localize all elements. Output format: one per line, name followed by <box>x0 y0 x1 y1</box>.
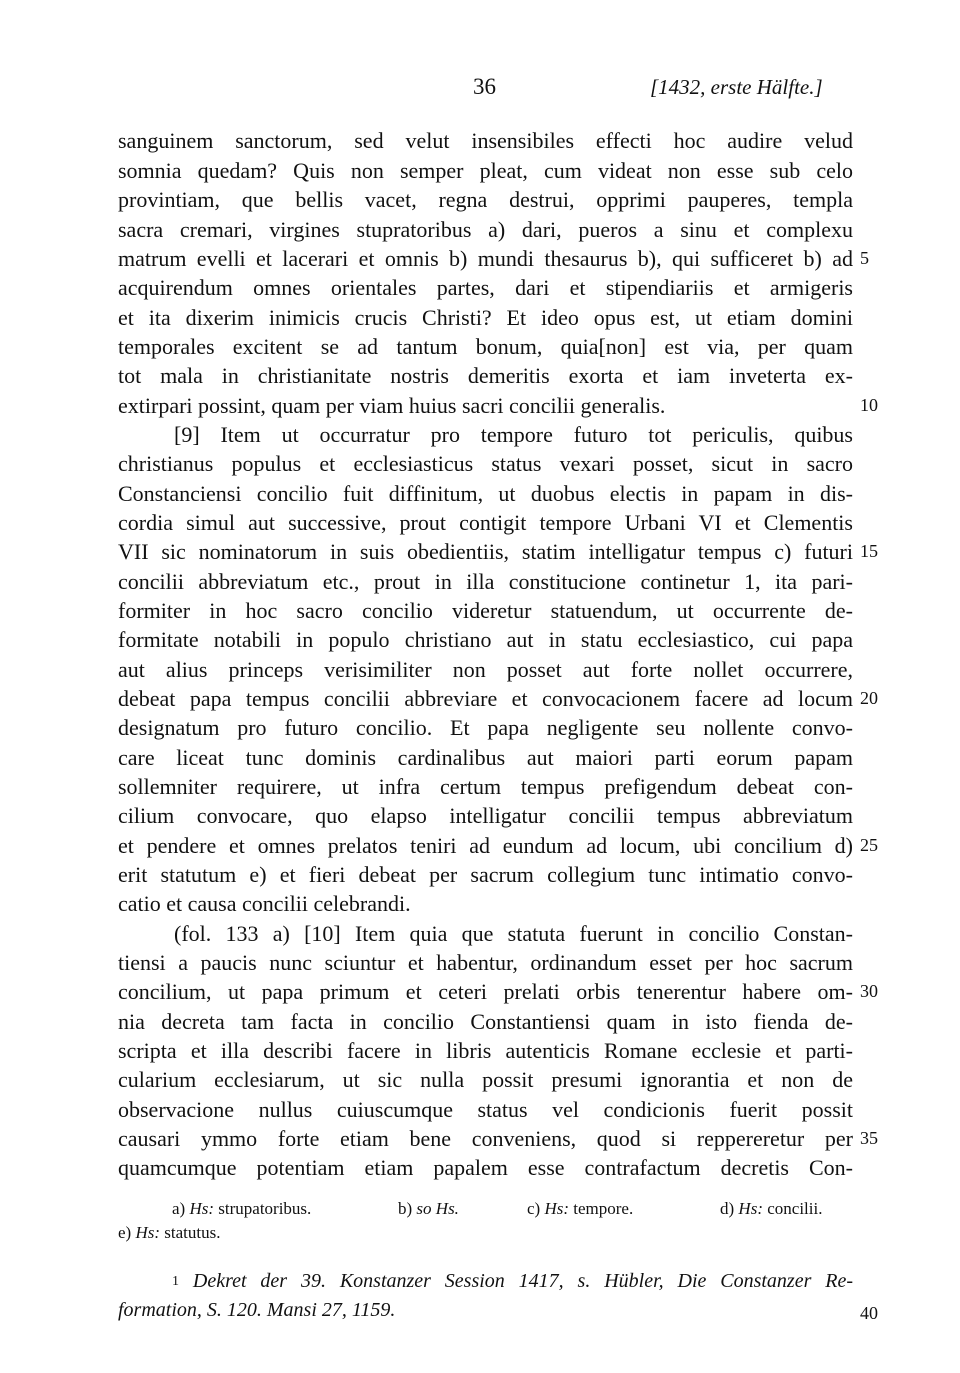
text-line: cularium ecclesiarum, ut sic nulla possit presumi ignorantia et non de <box>118 1067 853 1092</box>
text-line: tiensi a paucis nunc sciuntur et habentur, ordinandum esset per hoc sacrum <box>118 950 853 975</box>
text-line: [9] Item ut occurratur pro tempore futuro tot periculis, quibus <box>174 422 853 447</box>
text-line: aut alius princeps verisimiliter non posset aut forte nollet occurrere, <box>118 657 853 682</box>
text-line: sacra cremari, virgines stupratoribus a) dari, pueros a sinu et complexu <box>118 217 853 242</box>
text-line: provintiam, que bellis vacet, regna destrui, opprimi pauperes, templa <box>118 187 853 212</box>
footnote-line <box>172 1268 853 1295</box>
text-line: extirpari possint, quam per viam huius sacri concilii generalis. <box>118 393 666 418</box>
line-number: 40 <box>860 1303 878 1323</box>
text-line: christianus populus et ecclesiasticus status vexari posset, sicut in sacro <box>118 451 853 476</box>
text-line: acquirendum omnes orientales partes, dari et stipendiariis et armigeris <box>118 275 853 300</box>
text-line: observacione nullus cuiuscumque status vel condicionis fuerit possit <box>118 1097 853 1122</box>
text-line: nia decreta tam facta in concilio Constantiensi quam in isto fienda de- <box>118 1009 853 1034</box>
apparatus-note: d) Hs: concilii. <box>720 1199 823 1218</box>
line-number: 5 <box>860 248 869 268</box>
page-number: 36 <box>473 74 496 99</box>
text-line: (fol. 133 a) [10] Item quia que statuta fuerunt in concilio Constan- <box>174 921 853 946</box>
line-number: 15 <box>860 541 878 561</box>
text-line: cilium convocare, quo elapso intelligatur concilii tempus abbreviatum <box>118 803 853 828</box>
text-line: scripta et illa describi facere in libris autenticis Romane ecclesie et parti- <box>118 1038 853 1063</box>
footnote-line: formation, S. 120. Mansi 27, 1159. <box>118 1299 396 1321</box>
text-line: et ita dixerim inimicis crucis Christi? Et ideo opus est, ut etiam domini <box>118 305 853 330</box>
text-line: matrum evelli et lacerari et omnis b) mundi thesaurus b), qui sufficeret b) ad <box>118 246 853 271</box>
line-number: 30 <box>860 981 878 1001</box>
text-line: sanguinem sanctorum, sed velut insensibiles effecti hoc audire velud <box>118 128 853 153</box>
line-number: 25 <box>860 835 878 855</box>
text-line: debeat papa tempus concilii abbreviare et convocacionem facere ad locum <box>118 686 853 711</box>
text-line: Constanciensi concilio fuit diffinitum, ut duobus electis in papam in dis- <box>118 481 853 506</box>
text-line: designatum pro futuro concilio. Et papa negligente seu nollente convo- <box>118 715 853 740</box>
text-line: cordia simul aut successive, prout contigit tempore Urbani VI et Clementis <box>118 510 853 535</box>
line-number: 10 <box>860 395 878 415</box>
text-line: et pendere et omnes prelatos teniri ad eundum ad locum, ubi concilium d) <box>118 833 853 858</box>
running-head: [1432, erste Hälfte.] <box>650 75 823 99</box>
apparatus-note: a) Hs: strupatoribus. <box>172 1199 312 1218</box>
text-line: formiter in hoc sacro concilio videretur statuendum, ut occurrente de- <box>118 598 853 623</box>
text-line: catio et causa concilii celebrandi. <box>118 891 411 916</box>
line-number: 35 <box>860 1128 878 1148</box>
text-line: erit statutum e) et fieri debeat per sacrum collegium tunc intimatio convo- <box>118 862 853 887</box>
text-line: VII sic nominatorum in suis obedientiis, statim intelligatur tempus c) futuri <box>118 539 853 564</box>
text-line: sollemniter requirere, ut infra certum tempus prefigendum debeat con- <box>118 774 853 799</box>
line-number: 20 <box>860 688 878 708</box>
footnote-mark: 1 <box>172 1274 179 1289</box>
text-line: concilii abbreviatum etc., prout in illa constitucione continetur 1, ita pari- <box>118 569 853 594</box>
text-line: causari ymmo forte etiam bene conveniens, quod si reppereretur per <box>118 1126 853 1151</box>
text-line: tot mala in christianitate nostris demeritis exorta et iam inveterta ex- <box>118 363 853 388</box>
text-line: formitate notabili in populo christiano aut in statu ecclesiastico, cui papa <box>118 627 853 652</box>
text-line: concilium, ut papa primum et ceteri prelati orbis tenerentur habere om- <box>118 979 853 1004</box>
apparatus-note: b) so Hs. <box>398 1199 459 1218</box>
apparatus-note: e) Hs: statutus. <box>118 1223 221 1242</box>
text-line: care liceat tunc dominis cardinalibus aut maiori parti eorum papam <box>118 745 853 770</box>
footnote-text: Dekret der 39. Konstanzer Session 1417, s. Hübler, Die Constanzer Re- <box>192 1270 854 1292</box>
text-line: somnia quedam? Quis non semper pleat, cum videat non esse sub celo <box>118 158 853 183</box>
apparatus-note: c) Hs: tempore. <box>527 1199 634 1218</box>
text-line: temporales excitent se ad tantum bonum, quia[non] est via, per quam <box>118 334 853 359</box>
text-line: quamcumque potentiam etiam papalem esse contrafactum decretis Con- <box>118 1155 853 1180</box>
